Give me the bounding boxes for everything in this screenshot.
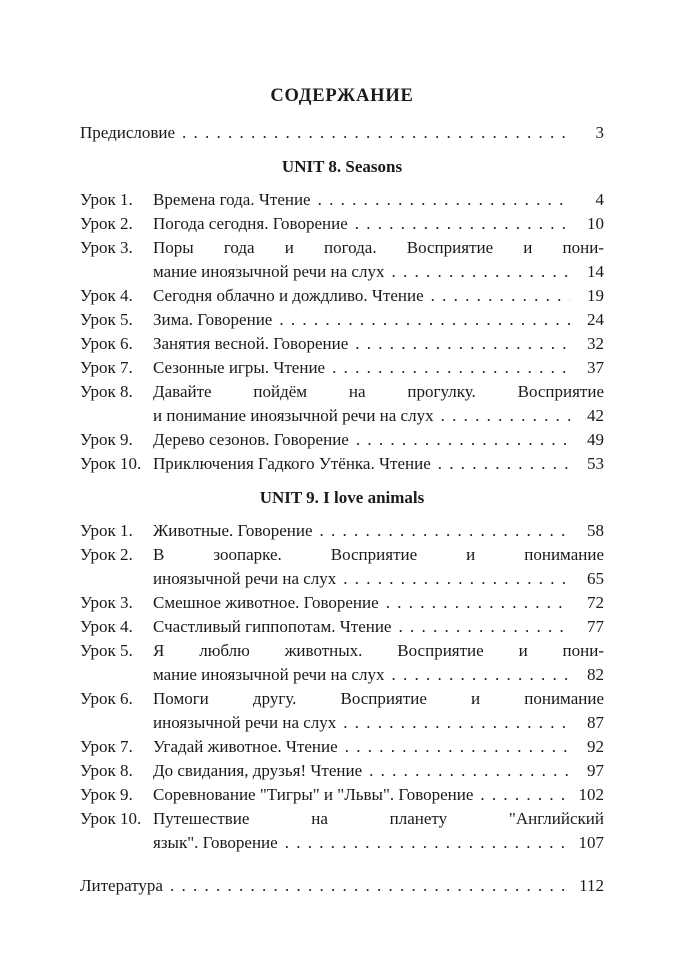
- dot-leader: [345, 735, 570, 759]
- lesson-title: Времена года. Чтение: [153, 190, 311, 209]
- lesson-title: Помоги другу. Восприятие и понимание: [153, 689, 604, 708]
- page-number: 49: [587, 430, 604, 449]
- entry-line: [80, 356, 604, 380]
- entry-line: [80, 711, 604, 735]
- toc-entry: [80, 543, 604, 591]
- entry-line: [80, 404, 604, 428]
- toc-entry: [80, 783, 604, 807]
- preface-entry: [80, 121, 604, 145]
- lesson-title-continuation: и понимание иноязычной речи на слух: [153, 406, 434, 425]
- entry-line: [80, 284, 604, 308]
- entry-line: [80, 759, 604, 783]
- lesson-label: Урок 6.: [80, 689, 133, 708]
- toc-entry: [80, 380, 604, 428]
- page-number: 14: [587, 262, 604, 281]
- page-title: СОДЕРЖАНИЕ: [270, 86, 414, 106]
- dot-leader: [285, 831, 570, 855]
- literature-title: Литература: [80, 876, 163, 895]
- entry-line: [80, 308, 604, 332]
- lesson-title: Давайте пойдём на прогулку. Восприятие: [153, 382, 604, 401]
- lesson-title: В зоопарке. Восприятие и понимание: [153, 545, 604, 564]
- dot-leader: [355, 332, 570, 356]
- entry-line: [80, 236, 604, 260]
- lesson-title-continuation: язык". Говорение: [153, 833, 278, 852]
- lesson-title: Смешное животное. Говорение: [153, 593, 379, 612]
- lesson-title: Соревнование "Тигры" и "Львы". Говорение: [153, 785, 474, 804]
- lesson-title-continuation: мание иноязычной речи на слух: [153, 665, 385, 684]
- dot-leader: [391, 663, 570, 687]
- toc-entry: [80, 428, 604, 452]
- toc-entry: [80, 735, 604, 759]
- lesson-title-continuation: мание иноязычной речи на слух: [153, 262, 385, 281]
- entry-line: [80, 687, 604, 711]
- dot-leader: [355, 212, 570, 236]
- dot-leader: [369, 759, 570, 783]
- lesson-title: Сегодня облачно и дождливо. Чтение: [153, 286, 424, 305]
- lesson-title: Сезонные игры. Чтение: [153, 358, 326, 377]
- dot-leader: [441, 404, 570, 428]
- toc-entry: [80, 236, 604, 284]
- entry-line: [80, 807, 604, 831]
- lesson-title: Животные. Говорение: [153, 521, 313, 540]
- dot-leader: [332, 356, 570, 380]
- toc-entry: [80, 615, 604, 639]
- lesson-title: Поры года и погода. Восприятие и пони-: [153, 238, 604, 257]
- lesson-title: Путешествие на планету "Английский: [153, 809, 604, 828]
- lesson-title: Дерево сезонов. Говорение: [153, 430, 349, 449]
- page-number: 58: [587, 521, 604, 540]
- entry-line: [80, 567, 604, 591]
- lesson-label: Урок 9.: [80, 785, 133, 804]
- lesson-label: Урок 8.: [80, 761, 133, 780]
- toc-entry: [80, 452, 604, 476]
- dot-leader: [182, 121, 570, 145]
- lesson-title-continuation: иноязычной речи на слух: [153, 569, 337, 588]
- lesson-label: Урок 6.: [80, 334, 133, 353]
- lesson-label: Урок 10.: [80, 454, 142, 473]
- entry-line: [80, 591, 604, 615]
- preface-title: Предисловие: [80, 123, 176, 142]
- dot-leader: [398, 615, 570, 639]
- entry-line: [80, 783, 604, 807]
- toc-entry: [80, 332, 604, 356]
- lesson-label: Урок 2.: [80, 545, 133, 564]
- lesson-label: Урок 3.: [80, 593, 133, 612]
- section-heading: UNIT 8. Seasons: [281, 157, 403, 176]
- page-number: 92: [587, 737, 604, 756]
- page-number: 107: [578, 833, 604, 852]
- lesson-label: Урок 7.: [80, 358, 133, 377]
- dot-leader: [343, 711, 570, 735]
- lesson-title: Зима. Говорение: [153, 310, 273, 329]
- dot-leader: [170, 874, 570, 898]
- toc-entry: [80, 356, 604, 380]
- toc-entry: [80, 639, 604, 687]
- page-number: 112: [579, 876, 604, 895]
- dot-leader: [386, 591, 570, 615]
- entry-line: [80, 831, 604, 855]
- section-heading: UNIT 9. I love animals: [259, 488, 425, 507]
- entry-line: [80, 615, 604, 639]
- lesson-title: Я люблю животных. Восприятие и пони-: [153, 641, 604, 660]
- toc-entry: [80, 212, 604, 236]
- page-number: 32: [587, 334, 604, 353]
- lesson-label: Урок 7.: [80, 737, 133, 756]
- page-number: 77: [587, 617, 604, 636]
- entry-line: [80, 212, 604, 236]
- entry-line: [80, 874, 604, 898]
- page-number: 37: [587, 358, 604, 377]
- entry-line: [80, 543, 604, 567]
- lesson-label: Урок 8.: [80, 382, 133, 401]
- entry-line: [80, 735, 604, 759]
- literature-entry: [80, 874, 604, 898]
- lesson-label: Урок 1.: [80, 190, 133, 209]
- entry-line: [80, 188, 604, 212]
- entry-line: [80, 519, 604, 543]
- lesson-label: Урок 4.: [80, 286, 133, 305]
- entry-line: [80, 663, 604, 687]
- page-number: 3: [595, 123, 604, 142]
- page-number: 53: [587, 454, 604, 473]
- page-number: 97: [587, 761, 604, 780]
- lesson-label: Урок 5.: [80, 641, 133, 660]
- lesson-label: Урок 1.: [80, 521, 133, 540]
- dot-leader: [438, 452, 570, 476]
- dot-leader: [431, 284, 570, 308]
- dot-leader: [480, 783, 570, 807]
- page-number: 102: [578, 785, 604, 804]
- lesson-title: Счастливый гиппопотам. Чтение: [153, 617, 392, 636]
- dot-leader: [356, 428, 570, 452]
- page-number: 87: [587, 713, 604, 732]
- lesson-label: Урок 2.: [80, 214, 133, 233]
- entry-line: [80, 121, 604, 145]
- page-number: 19: [587, 286, 604, 305]
- lesson-label: Урок 4.: [80, 617, 133, 636]
- page-number: 72: [587, 593, 604, 612]
- page-number: 42: [587, 406, 604, 425]
- lesson-title: Угадай животное. Чтение: [153, 737, 338, 756]
- toc-entry: [80, 591, 604, 615]
- page-number: 4: [595, 190, 604, 209]
- lesson-label: Урок 10.: [80, 809, 142, 828]
- dot-leader: [391, 260, 570, 284]
- entry-line: [80, 428, 604, 452]
- lesson-label: Урок 9.: [80, 430, 133, 449]
- entry-line: [80, 332, 604, 356]
- lesson-title: Занятия весной. Говорение: [153, 334, 349, 353]
- toc-entry: [80, 807, 604, 855]
- toc-entry: [80, 308, 604, 332]
- page-number: 65: [587, 569, 604, 588]
- entry-line: [80, 639, 604, 663]
- lesson-title: Приключения Гадкого Утёнка. Чтение: [153, 454, 431, 473]
- dot-leader: [279, 308, 570, 332]
- entry-line: [80, 380, 604, 404]
- lesson-label: Урок 5.: [80, 310, 133, 329]
- toc-entry: [80, 188, 604, 212]
- lesson-title: Погода сегодня. Говорение: [153, 214, 348, 233]
- toc-entry: [80, 759, 604, 783]
- dot-leader: [318, 188, 570, 212]
- toc-entry: [80, 687, 604, 735]
- page-number: 24: [587, 310, 604, 329]
- toc-entry: [80, 519, 604, 543]
- entry-line: [80, 452, 604, 476]
- toc-entry: [80, 284, 604, 308]
- dot-leader: [343, 567, 570, 591]
- lesson-title-continuation: иноязычной речи на слух: [153, 713, 337, 732]
- lesson-title: До свидания, друзья! Чтение: [153, 761, 363, 780]
- page-number: 82: [587, 665, 604, 684]
- dot-leader: [320, 519, 570, 543]
- toc-sections: [80, 155, 604, 855]
- entry-line: [80, 260, 604, 284]
- lesson-label: Урок 3.: [80, 238, 133, 257]
- page-number: 10: [587, 214, 604, 233]
